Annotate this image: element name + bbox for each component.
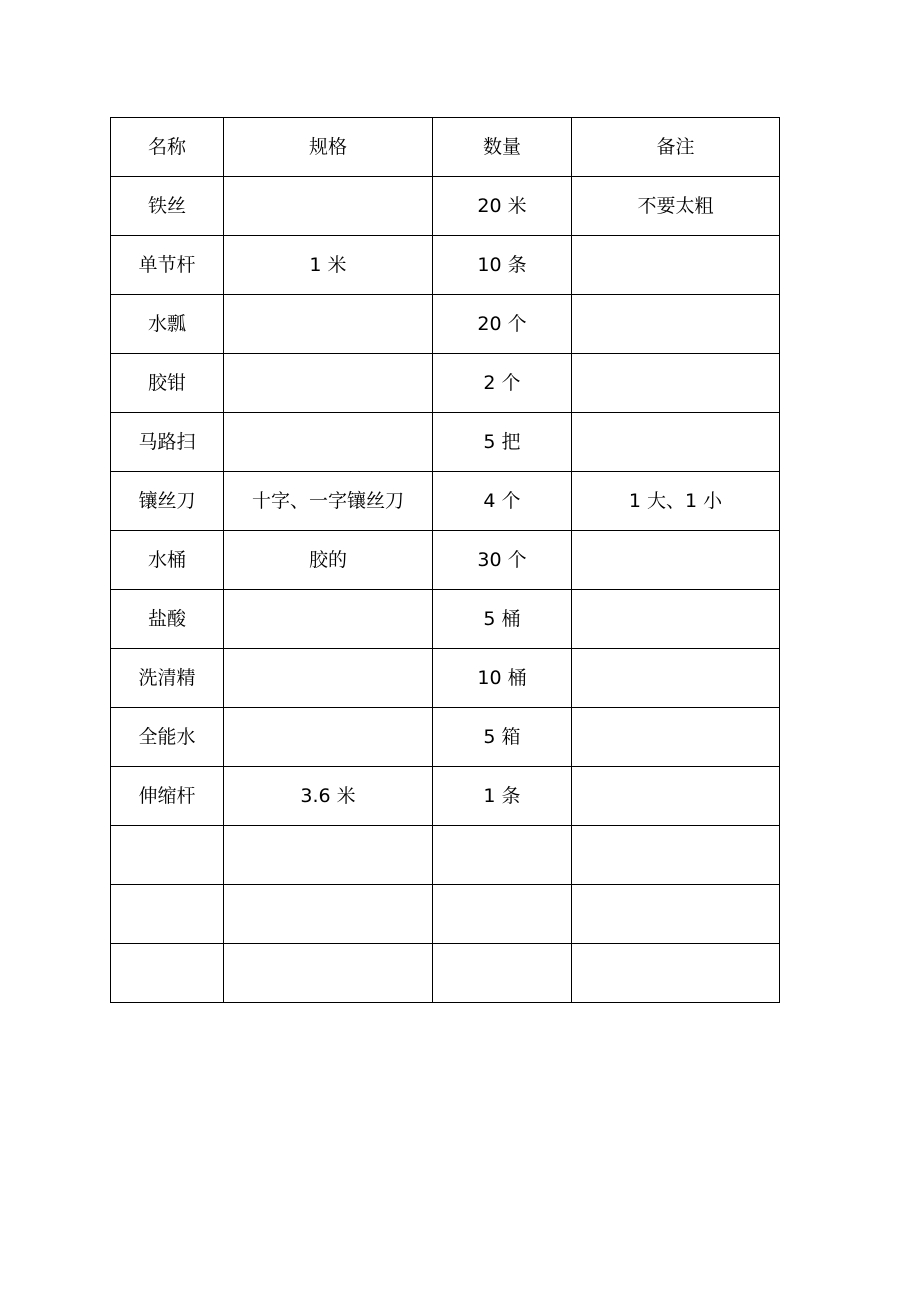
cell-note — [572, 295, 780, 354]
cell-spec: 1 米 — [224, 236, 433, 295]
cell-spec — [224, 295, 433, 354]
cell-quantity: 10 条 — [433, 236, 572, 295]
table-row — [111, 708, 780, 767]
cell-name: 镶丝刀 — [111, 472, 224, 531]
cell-name: 盐酸 — [111, 590, 224, 649]
cell-quantity: 20 个 — [433, 295, 572, 354]
cell-name: 洗清精 — [111, 649, 224, 708]
cell-quantity: 20 米 — [433, 177, 572, 236]
table-row — [111, 590, 780, 649]
cell-name — [111, 944, 224, 1003]
table-row — [111, 944, 780, 1003]
cell-name: 伸缩杆 — [111, 767, 224, 826]
cell-quantity: 4 个 — [433, 472, 572, 531]
cell-quantity: 5 箱 — [433, 708, 572, 767]
cell-quantity: 5 把 — [433, 413, 572, 472]
cell-name — [111, 885, 224, 944]
table-row — [111, 236, 780, 295]
cell-name: 铁丝 — [111, 177, 224, 236]
cell-note — [572, 767, 780, 826]
cell-note: 1 大、1 小 — [572, 472, 780, 531]
cell-name: 胶钳 — [111, 354, 224, 413]
cell-quantity: 10 桶 — [433, 649, 572, 708]
cell-quantity — [433, 826, 572, 885]
cell-note — [572, 413, 780, 472]
header-quantity: 数量 — [433, 118, 572, 177]
cell-name: 水瓢 — [111, 295, 224, 354]
cell-spec — [224, 708, 433, 767]
cell-note — [572, 590, 780, 649]
cell-quantity: 1 条 — [433, 767, 572, 826]
cell-note — [572, 236, 780, 295]
cell-spec — [224, 649, 433, 708]
cell-spec — [224, 177, 433, 236]
cell-note — [572, 944, 780, 1003]
cell-note — [572, 885, 780, 944]
cell-spec — [224, 590, 433, 649]
table-header-row — [111, 118, 780, 177]
cell-spec: 3.6 米 — [224, 767, 433, 826]
cell-name: 全能水 — [111, 708, 224, 767]
header-name: 名称 — [111, 118, 224, 177]
cell-name: 水桶 — [111, 531, 224, 590]
header-note: 备注 — [572, 118, 780, 177]
table-row — [111, 826, 780, 885]
cell-note: 不要太粗 — [572, 177, 780, 236]
table-body — [111, 118, 780, 1003]
table-row — [111, 472, 780, 531]
table-row — [111, 354, 780, 413]
table-row — [111, 295, 780, 354]
cell-name: 单节杆 — [111, 236, 224, 295]
cell-quantity — [433, 885, 572, 944]
cell-note — [572, 354, 780, 413]
cell-quantity: 5 桶 — [433, 590, 572, 649]
cell-spec: 十字、一字镶丝刀 — [224, 472, 433, 531]
supply-list-table — [110, 117, 780, 1003]
cell-spec — [224, 413, 433, 472]
cell-note — [572, 531, 780, 590]
cell-spec: 胶的 — [224, 531, 433, 590]
cell-quantity — [433, 944, 572, 1003]
table-row — [111, 885, 780, 944]
cell-spec — [224, 354, 433, 413]
table-row — [111, 767, 780, 826]
cell-name — [111, 826, 224, 885]
table-row — [111, 413, 780, 472]
cell-spec — [224, 944, 433, 1003]
cell-name: 马路扫 — [111, 413, 224, 472]
cell-quantity: 2 个 — [433, 354, 572, 413]
table-row — [111, 531, 780, 590]
cell-spec — [224, 885, 433, 944]
cell-note — [572, 708, 780, 767]
table-row — [111, 177, 780, 236]
cell-note — [572, 649, 780, 708]
cell-quantity: 30 个 — [433, 531, 572, 590]
header-spec: 规格 — [224, 118, 433, 177]
table-row — [111, 649, 780, 708]
cell-spec — [224, 826, 433, 885]
cell-note — [572, 826, 780, 885]
